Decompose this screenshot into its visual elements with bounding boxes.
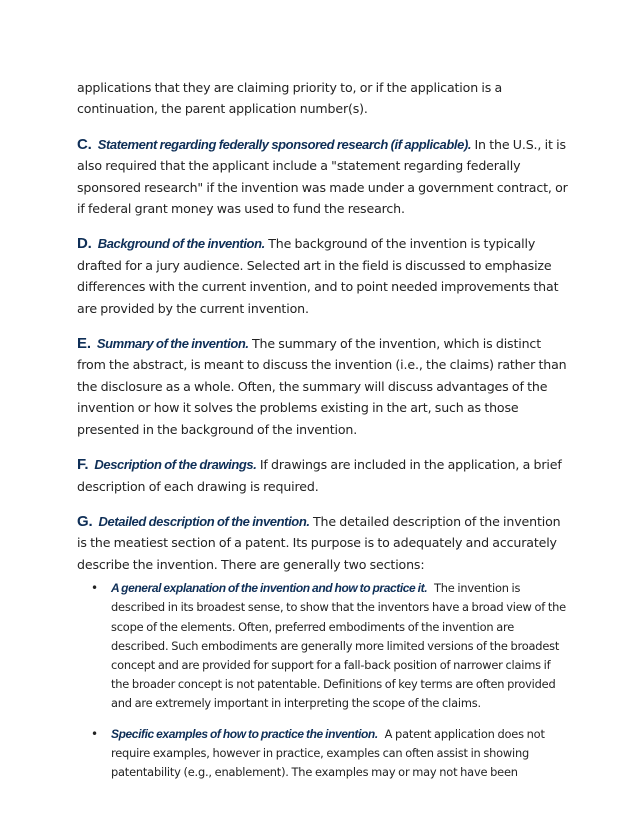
- list-item: [91, 579, 568, 713]
- section-heading: Statement regarding federally sponsored research (if applicable).: [97, 136, 472, 152]
- section-heading: Summary of the invention.: [96, 336, 249, 352]
- bullet-heading: A general explanation of the invention and how to practice it.: [111, 581, 428, 596]
- bullet-icon: •: [91, 726, 98, 741]
- section-letter: C.: [77, 135, 92, 153]
- section-c-paragraph: [77, 134, 568, 220]
- section-heading: Detailed description of the invention.: [98, 513, 310, 529]
- section-e-paragraph: [77, 333, 568, 440]
- section-c: [77, 134, 568, 220]
- section-body: The summary of the invention, which is distinct from the abstract, is meant to discuss the invention (i.e., the claims) rather than the disclosure as a whole. Often, the summary will discuss advantages of the invention or how it solves the problems existing in the art, such as those presented in the background of the invention.: [77, 336, 567, 437]
- bullet-list: [77, 579, 568, 782]
- section-body: The background of the invention is typically drafted for a jury audience. Selected art in the field is discussed to emphasize differences with the current invention, and to point needed improvements that are provided by the current invention.: [77, 236, 559, 316]
- section-heading: Description of the drawings.: [94, 457, 257, 473]
- section-heading: Background of the invention.: [97, 236, 265, 252]
- section-body: In the U.S., it is also required that the applicant include a "statement regarding federally sponsored research" if the invention was made under a government contract, or if federal grant money was used to fund the research.: [77, 136, 568, 217]
- bullet-body: A patent application does not require examples, however in practice, examples can often assist in showing patentability (e.g., enablement). The examples may or may not have been: [111, 726, 545, 779]
- list-item: [91, 725, 568, 783]
- section-f: [77, 454, 568, 497]
- section-letter: E.: [77, 335, 91, 353]
- bullet-heading: Specific examples of how to practice the invention.: [111, 726, 378, 741]
- section-e: [77, 333, 568, 440]
- section-letter: G.: [77, 512, 93, 530]
- section-d: [77, 233, 568, 319]
- section-f-paragraph: [77, 454, 568, 497]
- bullet-icon: •: [91, 581, 98, 596]
- section-body: The detailed description of the invention is the meatiest section of a patent. Its purpose is to adequately and accurately describe the invention. There are generally two sections:: [77, 513, 561, 572]
- section-letter: D.: [77, 235, 92, 253]
- section-g: [77, 511, 568, 782]
- section-g-paragraph: [77, 511, 568, 575]
- intro-paragraph: applications that they are claiming priority to, or if the application is a continuation, the parent application number(s).: [77, 80, 503, 117]
- section-d-paragraph: [77, 233, 568, 319]
- section-letter: F.: [77, 456, 89, 474]
- section-body: If drawings are included in the application, a brief description of each drawing is required.: [77, 457, 562, 494]
- bullet-body: The invention is described in its broadest sense, to show that the inventors have a broad view of the scope of the elements. Often, preferred embodiments of the invention are described. Such embodiments are generally more limited versions of the broadest concept and are provided for support for a fall-back position of narrower claims if the broader concept is not patentable. Definitions of key terms are often provided and are extremely important in interpreting the scope of the claims.: [111, 581, 566, 711]
